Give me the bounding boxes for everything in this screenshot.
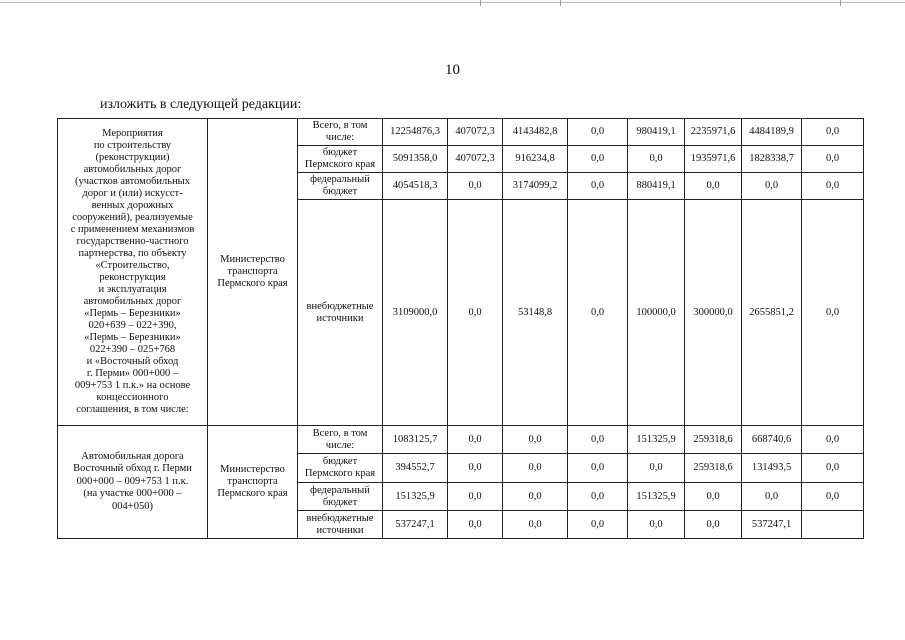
value-cell: 3174099,2 xyxy=(503,173,568,200)
value-cell: 0,0 xyxy=(448,426,503,454)
intro-text: изложить в следующей редакции: xyxy=(100,97,302,112)
value-cell: 100000,0 xyxy=(628,200,685,426)
value-cell: 0,0 xyxy=(802,146,864,173)
value-cell: 2655851,2 xyxy=(742,200,802,426)
scan-top-tick xyxy=(480,0,481,6)
funding-source-cell: Всего, в том числе: xyxy=(298,119,383,146)
value-cell: 2235971,6 xyxy=(685,119,742,146)
value-cell: 0,0 xyxy=(628,454,685,483)
value-cell: 259318,6 xyxy=(685,454,742,483)
value-cell: 131493,5 xyxy=(742,454,802,483)
value-cell: 4054518,3 xyxy=(383,173,448,200)
value-cell: 151325,9 xyxy=(628,426,685,454)
funding-source-cell: внебюджетные источники xyxy=(298,511,383,539)
value-cell: 0,0 xyxy=(503,454,568,483)
value-cell: 0,0 xyxy=(742,483,802,511)
value-cell: 259318,6 xyxy=(685,426,742,454)
value-cell: 537247,1 xyxy=(383,511,448,539)
value-cell: 407072,3 xyxy=(448,146,503,173)
funding-source-cell: внебюджетные источники xyxy=(298,200,383,426)
value-cell: 537247,1 xyxy=(742,511,802,539)
value-cell: 5091358,0 xyxy=(383,146,448,173)
funding-source-cell: бюджет Пермского края xyxy=(298,146,383,173)
value-cell: 0,0 xyxy=(448,173,503,200)
measure-title-cell: Мероприятия по строительству (реконструкции) автомобильных дорог (участков автомобильных дорог и (или) искусст- венных дорожных сооружений), реализуемые с применением механизмов государственно-частного партнерства, по объекту «Строительство, реконструкция и эксплуатация автомобильных дорог «Пермь – Березники» 020+639 – 022+390, «Пермь – Березники» 022+390 – 025+768 и «Восточный обход г. Перми» 000+000 – 009+753 1 п.к.» на основе концессионного соглашения, в том числе: xyxy=(58,119,208,426)
scan-top-border xyxy=(0,2,905,3)
value-cell: 0,0 xyxy=(568,483,628,511)
value-cell: 4143482,8 xyxy=(503,119,568,146)
value-cell: 980419,1 xyxy=(628,119,685,146)
value-cell: 668740,6 xyxy=(742,426,802,454)
value-cell: 0,0 xyxy=(448,511,503,539)
value-cell: 0,0 xyxy=(448,483,503,511)
value-cell: 0,0 xyxy=(568,200,628,426)
value-cell: 0,0 xyxy=(503,511,568,539)
responsible-ministry-cell: Министерство транспорта Пермского края xyxy=(208,119,298,426)
table-row xyxy=(58,119,864,146)
value-cell: 0,0 xyxy=(503,426,568,454)
value-cell: 0,0 xyxy=(568,454,628,483)
value-cell: 12254876,3 xyxy=(383,119,448,146)
funding-source-cell: федеральный бюджет xyxy=(298,173,383,200)
value-cell: 0,0 xyxy=(448,454,503,483)
value-cell: 0,0 xyxy=(802,173,864,200)
page-number: 10 xyxy=(445,62,460,78)
value-cell: 916234,8 xyxy=(503,146,568,173)
value-cell: 4484189,9 xyxy=(742,119,802,146)
value-cell: 0,0 xyxy=(802,200,864,426)
value-cell: 151325,9 xyxy=(628,483,685,511)
value-cell: 0,0 xyxy=(742,173,802,200)
value-cell: 0,0 xyxy=(685,511,742,539)
funding-source-cell: Всего, в том числе: xyxy=(298,426,383,454)
value-cell: 0,0 xyxy=(685,483,742,511)
value-cell: 0,0 xyxy=(802,119,864,146)
value-cell: 151325,9 xyxy=(383,483,448,511)
value-cell: 0,0 xyxy=(802,483,864,511)
value-cell: 0,0 xyxy=(568,173,628,200)
value-cell: 0,0 xyxy=(628,511,685,539)
funding-source-cell: федеральный бюджет xyxy=(298,483,383,511)
value-cell: 0,0 xyxy=(568,426,628,454)
table-row xyxy=(58,426,864,454)
value-cell: 3109000,0 xyxy=(383,200,448,426)
value-cell: 880419,1 xyxy=(628,173,685,200)
value-cell: 407072,3 xyxy=(448,119,503,146)
measure-title-cell: Автомобильная дорога Восточный обход г. Перми 000+000 – 009+753 1 п.к. (на участке 000+000 – 004+050) xyxy=(58,426,208,539)
value-cell: 0,0 xyxy=(802,454,864,483)
funding-source-cell: бюджет Пермского края xyxy=(298,454,383,483)
value-cell: 0,0 xyxy=(802,426,864,454)
scan-top-tick xyxy=(560,0,561,6)
value-cell: 0,0 xyxy=(568,511,628,539)
program-table xyxy=(57,118,864,539)
value-cell xyxy=(802,511,864,539)
value-cell: 300000,0 xyxy=(685,200,742,426)
value-cell: 0,0 xyxy=(568,119,628,146)
value-cell: 0,0 xyxy=(628,146,685,173)
value-cell: 1935971,6 xyxy=(685,146,742,173)
responsible-ministry-cell: Министерство транспорта Пермского края xyxy=(208,426,298,539)
value-cell: 394552,7 xyxy=(383,454,448,483)
value-cell: 1083125,7 xyxy=(383,426,448,454)
scan-top-tick xyxy=(840,0,841,6)
value-cell: 53148,8 xyxy=(503,200,568,426)
value-cell: 0,0 xyxy=(685,173,742,200)
value-cell: 0,0 xyxy=(568,146,628,173)
value-cell: 0,0 xyxy=(503,483,568,511)
value-cell: 1828338,7 xyxy=(742,146,802,173)
value-cell: 0,0 xyxy=(448,200,503,426)
